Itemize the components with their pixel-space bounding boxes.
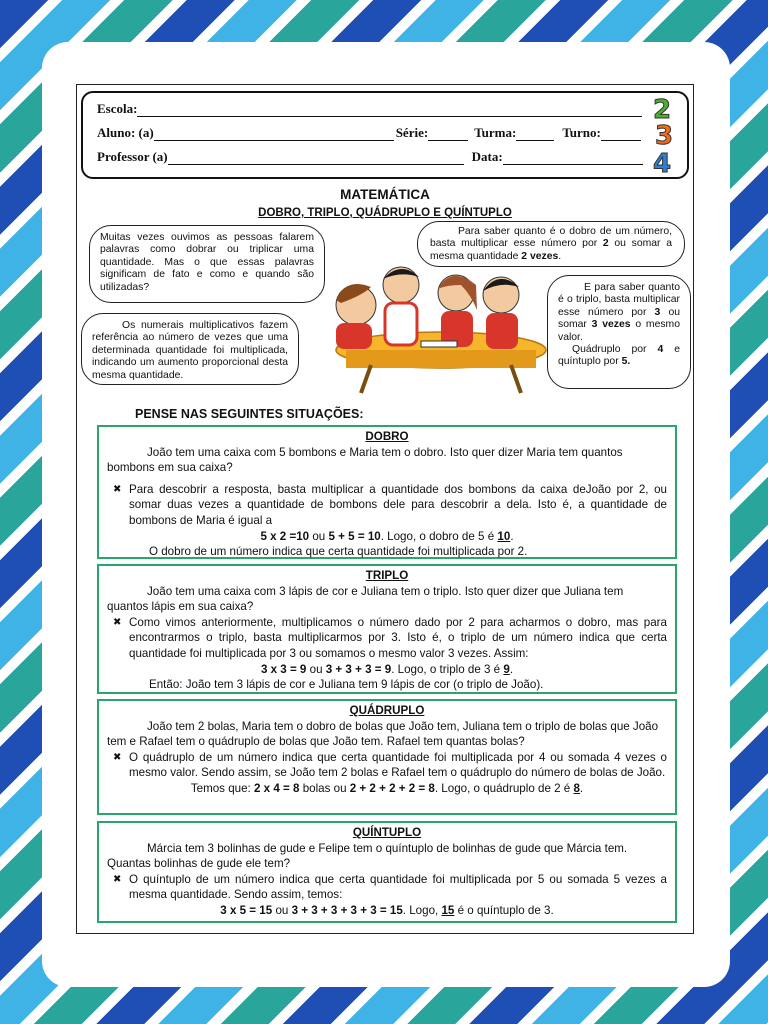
quadruplo-equation: Temos que: 2 x 4 = 8 bolas ou 2 + 2 + 2 + 2 = 8. Logo, o quádruplo de 2 é 8. xyxy=(190,781,584,795)
quintuplo-equation: 3 x 5 = 15 ou 3 + 3 + 3 + 3 + 3 = 15. Logo, 15 é o quíntuplo de 3. xyxy=(220,903,554,917)
dobro-problem: João tem uma caixa com 5 bombons e Maria tem o dobro. Isto quer dizer Maria tem quantos bombons em sua caixa? xyxy=(107,445,623,475)
topic-title: DOBRO, TRIPLO, QUÁDRUPLO E QUÍNTUPLO xyxy=(258,207,512,219)
speech-bubble-intro: Muitas vezes ouvimos as pessoas falarem palavras como dobrar ou triplicar uma quantidade. Mas o que essas palavras significam de fato e como e quando são utilizadas? xyxy=(89,225,325,303)
cross-bullet-icon: ✖ xyxy=(113,616,122,628)
quintuplo-explanation: ✖ O quíntuplo de um número indica que certa quantidade foi multiplicada por 5 ou somada 5 vezes a mesma quantidade. Sendo assim, temos: xyxy=(107,872,667,903)
dobro-title: DOBRO xyxy=(365,430,409,443)
situations-heading: PENSE NAS SEGUINTES SITUAÇÕES: xyxy=(135,407,364,421)
aluno-field[interactable] xyxy=(154,128,394,141)
student-info-header xyxy=(81,91,689,179)
quadruplo-problem: João tem 2 bolas, Maria tem o dobro de bolas que João tem, Juliana tem o triplo de bolas que João tem e Rafael tem o quádruplo de bolas que João tem. Rafael tem quantas bolas? xyxy=(107,719,659,749)
quintuplo-problem: Márcia tem 3 bolinhas de gude e Felipe tem o quíntuplo de bolinhas de gude que Márcia tem. Quantas bolinhas de gude ele tem? xyxy=(107,841,628,871)
quintuplo-title: QUÍNTUPLO xyxy=(352,826,422,839)
data-label: Data: xyxy=(471,149,503,164)
speech-bubble-triplo: E para saber quanto é o triplo, basta multiplicar esse número por 3 ou somar 3 vezes o mesmo valor. Quádruplo por 4 e quíntuplo por 5. xyxy=(547,275,691,389)
triplo-section xyxy=(97,564,677,694)
turno-field[interactable] xyxy=(601,128,641,141)
quadruplo-explanation: ✖ O quádruplo de um número indica que certa quantidade foi multiplicada por 4 ou somada 4 vezes o mesmo valor. Sendo assim, se João tem 2 bolas e Rafael tem o quádruplo do número de bolas de João. xyxy=(107,750,667,781)
turno-label: Turno: xyxy=(562,125,601,140)
cross-bullet-icon: ✖ xyxy=(113,751,122,763)
serie-field[interactable] xyxy=(428,128,468,141)
triplo-equation: 3 x 3 = 9 ou 3 + 3 + 3 = 9. Logo, o triplo de 3 é 9. xyxy=(260,662,514,676)
grade-number-3: 3 xyxy=(655,121,674,151)
turma-field[interactable] xyxy=(516,128,554,141)
grade-number-2: 2 xyxy=(653,95,672,125)
serie-label: Série: xyxy=(395,125,429,140)
triplo-explanation: ✖ Como vimos anteriormente, multiplicamos o número dado por 2 para acharmos o dobro, mas para encontrarmos o triplo, basta multiplicarmos por 3. Isto é, o triplo de um número indica que certa quantidade foi multiplicada por 3 ou somamos o mesmo valor 3 vezes. Assim: xyxy=(107,615,667,662)
dobro-conclusion: O dobro de um número indica que certa quantidade foi multiplicada por 2. xyxy=(149,545,528,559)
worksheet xyxy=(76,84,694,934)
escola-field[interactable] xyxy=(137,104,642,117)
turma-label: Turma: xyxy=(474,125,517,140)
professor-label: Professor (a) xyxy=(97,149,168,164)
dobro-equation: 5 x 2 =10 ou 5 + 5 = 10. Logo, o dobro de 5 é 10. xyxy=(260,529,514,543)
cross-bullet-icon: ✖ xyxy=(113,483,122,495)
triplo-problem: João tem uma caixa com 3 lápis de cor e Juliana tem o triplo. Isto quer dizer que Juliana tem quantos lápis em sua caixa? xyxy=(107,584,624,614)
dobro-section xyxy=(97,425,677,559)
professor-field[interactable] xyxy=(168,152,464,165)
triplo-title: TRIPLO xyxy=(365,569,409,582)
quadruplo-section xyxy=(97,699,677,815)
aluno-label: Aluno: (a) xyxy=(97,125,154,140)
dobro-explanation: ✖ Para descobrir a resposta, basta multiplicar a quantidade dos bombons da caixa deJoão por 2, ou somar duas vezes a quantidade de bombons dele para descobrir a dela. Isto é, a quantidade de bombons de Maria é igual a xyxy=(107,482,667,529)
speech-bubble-numerais: Os numerais multiplicativos fazem referência ao número de vezes que uma determinada quantidade foi multiplicada, indicando um aumento proporcional desta mesma quantidade. xyxy=(81,313,299,385)
quadruplo-title: QUÁDRUPLO xyxy=(349,704,425,717)
speech-bubble-dobro: Para saber quanto é o dobro de um número, basta multiplicar esse número por 2 ou somar a mesma quantidade 2 vezes. xyxy=(417,221,685,267)
grade-number-4: 4 xyxy=(653,149,672,179)
triplo-conclusion: Então: João tem 3 lápis de cor e Juliana tem 9 lápis de cor (o triplo de João). xyxy=(149,678,544,692)
cross-bullet-icon: ✖ xyxy=(113,873,122,885)
escola-label: Escola: xyxy=(97,101,138,116)
children-at-table-illustration xyxy=(301,255,551,395)
subject-title: MATEMÁTICA xyxy=(340,187,430,202)
quintuplo-section xyxy=(97,821,677,923)
data-field[interactable] xyxy=(503,152,643,165)
